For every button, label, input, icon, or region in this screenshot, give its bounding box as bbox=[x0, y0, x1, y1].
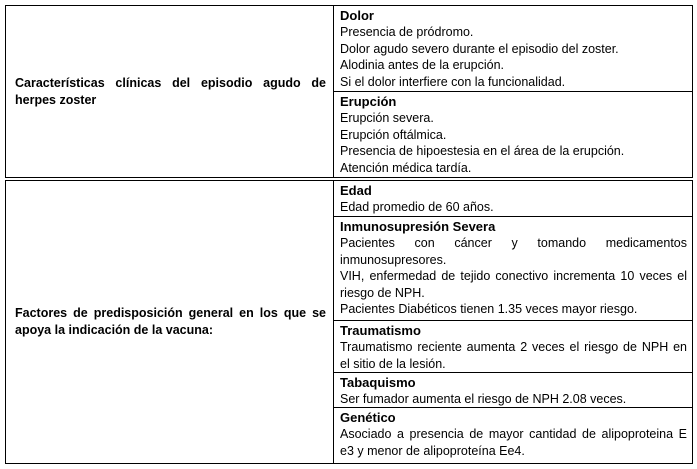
clinical-features-label-cell bbox=[6, 6, 334, 177]
predisposition-label-cell bbox=[6, 181, 334, 463]
immunosuppression-section bbox=[334, 216, 692, 320]
section-line: Pacientes Diabéticos tienen 1.35 veces mayor riesgo. bbox=[340, 302, 638, 316]
section-heading: Erupción bbox=[340, 94, 397, 109]
section-line: Presencia de pródromo. bbox=[340, 25, 474, 39]
trauma-section bbox=[334, 320, 692, 372]
smoking-section bbox=[334, 372, 692, 407]
section-line: Atención médica tardía. bbox=[340, 160, 472, 175]
section-line: Edad promedio de 60 años. bbox=[340, 200, 494, 214]
section-line: Si el dolor interfiere con la funcionalidad. bbox=[340, 74, 566, 89]
section-heading: Tabaquismo bbox=[340, 375, 416, 390]
section-heading: Traumatismo bbox=[340, 323, 421, 338]
predisposition-label: Factores de predisposición general en los que se apoya la indicación de la vacuna: bbox=[15, 306, 326, 337]
predisposition-factors-table bbox=[5, 180, 693, 464]
predisposition-content bbox=[334, 181, 692, 463]
rash-section bbox=[334, 91, 692, 177]
section-line: Asociado a presencia de mayor cantidad de alipoproteina E e3 y menor de alipoproteína Ee4. bbox=[340, 427, 687, 458]
section-line: Ser fumador aumenta el riesgo de NPH 2.08 veces. bbox=[340, 392, 627, 406]
section-heading: Dolor bbox=[340, 8, 374, 23]
section-heading: Genético bbox=[340, 410, 396, 425]
section-line: Alodinia antes de la erupción. bbox=[340, 58, 505, 72]
age-section bbox=[334, 181, 692, 216]
genetic-section bbox=[334, 407, 692, 463]
section-line: Erupción oftálmica. bbox=[340, 127, 447, 142]
clinical-features-label: Características clínicas del episodio agudo de herpes zoster bbox=[15, 75, 326, 107]
clinical-features-content bbox=[334, 6, 692, 177]
section-heading: Inmunosupresión Severa bbox=[340, 219, 496, 234]
section-line: Dolor agudo severo durante el episodio del zoster. bbox=[340, 41, 619, 56]
section-line: Erupción severa. bbox=[340, 111, 434, 125]
section-heading: Edad bbox=[340, 183, 372, 198]
clinical-features-table bbox=[5, 5, 693, 178]
section-line: Presencia de hipoestesia en el área de la erupción. bbox=[340, 144, 625, 158]
section-line: Pacientes con cáncer y tomando medicamentos inmunosupresores. bbox=[340, 236, 687, 267]
section-line: Traumatismo reciente aumenta 2 veces el riesgo de NPH en el sitio de la lesión. bbox=[340, 340, 687, 371]
pain-section bbox=[334, 6, 692, 91]
section-line: VIH, enfermedad de tejido conectivo incrementa 10 veces el riesgo de NPH. bbox=[340, 269, 687, 300]
